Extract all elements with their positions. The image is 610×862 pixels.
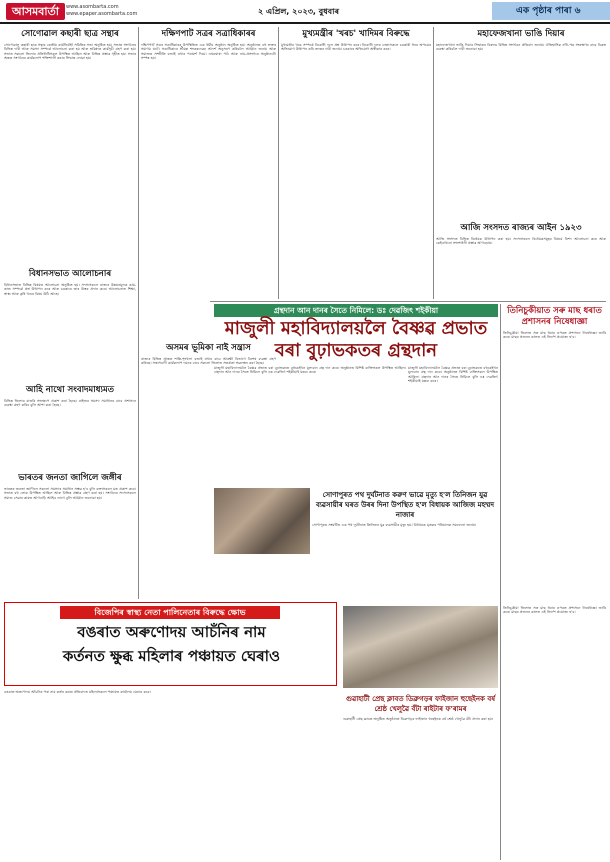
article-text: বঙৰাত অৰুণোদয় আঁচনিৰ পৰা নাম কৰ্তন কৰাৰ প্ৰতিবাদত মহিলাসকলে পঞ্চায়ত কাৰ্যালয় ঘেৰাও কৰে।	[4, 690, 151, 694]
article-text: সোণাপুৰত সংঘটিত এক পথ দুৰ্ঘটনাত তিনিজন যুৱ ব্যৱসায়ীৰ মৃত্যু হয়। বিধায়কে মৃতকৰ পৰিয়ালক সমবেদনা জনায়।	[312, 523, 477, 527]
dateline: ২ এপ্ৰিল, ২০২৩, বুধবাৰ	[258, 7, 339, 16]
boxed-story-banner: বিজেপিৰ স্বাস্থ্য নেতা পালিনেতাৰ বিৰুদ্ধে ক্ষোভ	[60, 606, 280, 619]
article-text: দক্ষিণপাট সত্ৰৰ সত্ৰাধিকাৰৰ উপস্থিতিত এক ধৰ্মীয় অনুষ্ঠান অনুষ্ঠিত হয়। অনুষ্ঠানত বহু ভক্তৰ সমাগম ঘটে। সত্ৰাধিকাৰে শ্ৰীমন্ত শংকৰদেৱৰ আদৰ্শ অনুসৰণ কৰিবলৈ আহ্বান জনায় আৰু সমাজত সম্প্ৰীতি বজাই ৰখাৰ পৰামৰ্শ দিয়ে। নামঘোষা পাঠ আৰু নাম-প্ৰসংগৰে অনুষ্ঠানটো সম্পন্ন হয়।	[141, 43, 276, 61]
news-photo	[214, 488, 310, 554]
lead-headline: মাজুলী মহাবিদ্যালয়লৈ বৈষ্ণৱ প্ৰভাত বৰা বুঢ়াভকতৰ গ্ৰন্থদান	[224, 318, 488, 361]
headline: অসমৰ ভূমিকা নাই সন্ত্ৰাস	[166, 343, 251, 353]
lead-text-box	[408, 366, 498, 486]
article-text: বিধানসভাত বিভিন্ন বিষয়ত আলোচনা অনুষ্ঠিত হয়। সদস্যসকলে ৰাজ্যৰ উন্নয়নমূলক কাম-কাজ সম্পৰ্কে প্ৰশ্ন উত্থাপন কৰে আৰু চৰকাৰে তাৰ উত্তৰ প্ৰদান কৰে। আলোচনাত শিক্ষা, স্বাস্থ্য আৰু কৃষি খণ্ডৰ বিষয় উঠি আহে।	[4, 283, 136, 296]
boxed-story	[4, 602, 337, 686]
newspaper-logo: আসমবাৰ্তা	[6, 3, 65, 20]
article-text: সোণোৱাল কছাৰী ছাত্ৰ সন্থাৰ কেন্দ্ৰীয় কাৰ্যনিৰ্বাহী সমিতিৰ সভা অনুষ্ঠিত হয়। সভাত সংগঠনৰ বিভিন্ন দাবী আৰু সমস্যা সম্পৰ্কে আলোচনা কৰা হয় আৰু ভৱিষ্যত কাৰ্যসূচী গ্ৰহণ কৰা হয়। সভাত সকলো জিলাৰ প্ৰতিনিধিসকল উপস্থিত আছিল আৰু বিভিন্ন প্ৰস্তাৱ গৃহীত হয়। সভাৰ অন্তত সংগঠনৰ কাৰ্যকলাপ শক্তিশালী কৰাৰ সিদ্ধান্ত লোৱা হয়।	[4, 43, 136, 61]
headline: মুখ্যমন্ত্ৰীৰ 'খৰচ' খাদিমৰ বিৰুদ্ধে	[302, 29, 410, 39]
headline: তিনিচুকীয়াত সৰু মাছ ধৰাত প্ৰশাসনৰ নিষেধাজ্ঞা	[507, 306, 602, 327]
headline: ভাৰতৰ জনতা জাগিলে জঙ্গীৰ	[18, 473, 122, 483]
column-1	[4, 27, 136, 599]
article-text: বিভিন্ন জিলাৰ বাতৰি সংক্ষেপে প্ৰকাশ কৰা হৈছে। ৰাইজৰ সমস্যা সমাধানৰ বাবে প্ৰশাসনে ব্যৱস্থা গ্ৰহণ কৰিব বুলি আশা কৰা হৈছে।	[4, 399, 136, 408]
article-text: ৰাজ্যৰ বিভিন্ন প্ৰান্তত শান্তি-শৃংখলা বজাই ৰখাৰ বাবে আৰক্ষী বিভাগে বিশেষ ব্যৱস্থা গ্ৰহণ কৰিছে। সন্ত্ৰাসবাদী কাৰ্যকলাপ দমনৰ বাবে সকলো জিলাত সতৰ্কতা অৱলম্বন কৰা হৈছে।	[141, 357, 276, 366]
site-link[interactable]: www.asombarta.com	[66, 4, 119, 10]
article-text: মুখ্যমন্ত্ৰীৰ খৰচ সম্পৰ্কে বিৰোধী দলে প্ৰশ্ন উত্থাপন কৰে। বিৰোধী দলৰ নেতাসকলে চৰকাৰী ধনৰ অপচয়ৰ অভিযোগ উত্থাপন কৰি তদন্তৰ দাবী জনায়। চৰকাৰে অভিযোগ অস্বীকাৰ কৰে।	[281, 43, 431, 52]
page-number-tab: এক পৃষ্ঠাৰ পাৰা ৬	[492, 2, 610, 20]
boxed-story-headline-2: কৰ্তনত ক্ষুব্ধ মহিলাৰ পঞ্চায়ত ঘেৰাও	[62, 647, 281, 665]
sub-story	[343, 692, 498, 860]
headline: মহাফেজখানা ভাঙি দিয়াৰ	[477, 29, 565, 39]
headline: গুৱাহাটী প্ৰেছ ক্লাবত ডিব্ৰুগড়ৰ ফাইজান হুছেইনক বৰ্ষ শ্ৰেষ্ঠ খেলুৱৈ বঁটা ৰাইটাৰ ফ'ৰামৰ	[345, 695, 496, 713]
column-rule	[500, 304, 501, 860]
news-photo	[343, 606, 498, 688]
article-text: ভাৰতৰ জনতা জাগিলে সকলো সমস্যাৰ সমাধান সম্ভৱ হ'ব বুলি বক্তাসকলে মত প্ৰকাশ কৰে। সভাত বহু লোক উপস্থিত আছিল আৰু বিভিন্ন প্ৰস্তাৱ গ্ৰহণ কৰা হয়। সংগঠনৰ সদস্যসকলে সমাজ সেৱাৰ কামত আগবাঢ়ি আহিব লাগে বুলি আহ্বান জনোৱা হয়।	[4, 487, 136, 500]
boxed-story-headline-1: বঙৰাত অৰুণোদয় আচঁনিৰ নাম	[77, 623, 266, 641]
headline: সোণাপুৰত পথ দুৰ্ঘটনাত করুণ ভাৱে মৃত্যু হ'ল তিনিজন যুৱ ব্যৱসায়ীৰ ঘৰত উৰৰ দিনা উপস্থিত হ'ল বিধায়ক আজিজ মহম্মদ নাজাৰ	[315, 491, 495, 519]
headline: আহি নাথো সংবাদমাধ্যমত	[25, 385, 115, 395]
boxed-story-text	[4, 690, 337, 860]
article-text: মাজুলী মহাবিদ্যালয়লৈ বৈষ্ণৱ প্ৰভাত বৰা বুঢ়াভকতে বহুকেইখন মূল্যবান গ্ৰন্থ দান কৰে। অনুষ্ঠানত বিশিষ্ট ব্যক্তিসকল উপস্থিত আছিল। গ্ৰন্থদান আন দানৰ সৈতে নিমিলে বুলি ডঃ দেৱজিৎ শইকীয়াই মন্তব্য কৰে।	[408, 366, 498, 384]
column-5	[503, 304, 606, 604]
section-rule	[210, 301, 606, 302]
masthead	[0, 0, 610, 24]
headline: আজি সংসদত ৰাজ্যৰ আইন ১৯২৩	[460, 223, 582, 233]
headline: সোণোৱাল কছাৰী ছাত্ৰ সন্থাৰ	[21, 29, 119, 39]
article-text: মহাফেজখানা ভাঙি দিয়াৰ সিদ্ধান্তৰ বিৰুদ্ধে বিভিন্ন সংগঠনে প্ৰতিবাদ জনায়। ঐতিহাসিক নথি-পত্ৰ সংৰক্ষণৰ বাবে বিকল্প ব্যৱস্থা কৰিবলৈ দাবী জনোৱা হয়।	[436, 43, 606, 52]
column-3	[281, 27, 431, 299]
headline: দক্ষিণপাট সত্ৰৰ সত্ৰাধিকাৰৰ	[161, 29, 256, 39]
article-text: আজি সংসদত বিভিন্ন বিধেয়ক উত্থাপন কৰা হয়। সদস্যসকলে বিধেয়কসমূহৰ বিষয়ে বিশদ আলোচনা কৰে আৰু কেইবাখনো সংশোধনী প্ৰস্তাৱ আগবঢ়ায়।	[436, 237, 606, 246]
column-4	[436, 27, 606, 299]
article-text: মাজুলী মহাবিদ্যালয়লৈ বৈষ্ণৱ প্ৰভাত বৰা বুঢ়াভকতে বহুকেইখন মূল্যবান গ্ৰন্থ দান কৰে। অনুষ্ঠানত বিশিষ্ট ব্যক্তিসকল উপস্থিত আছিল। গ্ৰন্থদান আন দানৰ সৈতে নিমিলে বুলি ডঃ দেৱজিৎ শইকীয়াই মন্তব্য কৰে।	[214, 366, 406, 375]
epaper-link[interactable]: www.epaper.asombarta.com	[66, 11, 138, 17]
article-text: তিনিচুকীয়া জিলাত সৰু মাছ ধৰাৰ ওপৰত প্ৰশাসনে নিষেধাজ্ঞা জাৰি কৰে। মাছৰ প্ৰজনন কালত এই নিৰ্দেশ প্ৰযোজ্য হ'ব।	[503, 606, 606, 615]
column-rule	[278, 27, 279, 299]
lead-text-box	[214, 366, 406, 486]
article-text: তিনিচুকীয়া জিলাত সৰু মাছ ধৰাৰ ওপৰত প্ৰশাসনে নিষেধাজ্ঞা জাৰি কৰে। মাছৰ প্ৰজনন কালত এই নিৰ্দেশ প্ৰযোজ্য হ'ব।	[503, 331, 606, 340]
site-links	[66, 4, 137, 18]
headline: বিধানসভাত আলোচনাৰ	[28, 269, 112, 279]
column-rule	[433, 27, 434, 299]
column-rule	[138, 27, 139, 599]
lead-banner: গ্ৰন্থদান আন দানৰ সৈতে নিমিলে: ডঃ দেৱজিৎ শইকীয়া	[214, 304, 498, 317]
column-5-lower	[503, 606, 606, 860]
sub-story	[312, 488, 498, 598]
article-text: গুৱাহাটী প্ৰেছ ক্লাবত অনুষ্ঠিত অনুষ্ঠানত ডিব্ৰুগড়ৰ ফাইজান হুছেইনক বৰ্ষ শ্ৰেষ্ঠ খেলুৱৈ বঁটা প্ৰদান কৰা হয়।	[343, 717, 494, 721]
